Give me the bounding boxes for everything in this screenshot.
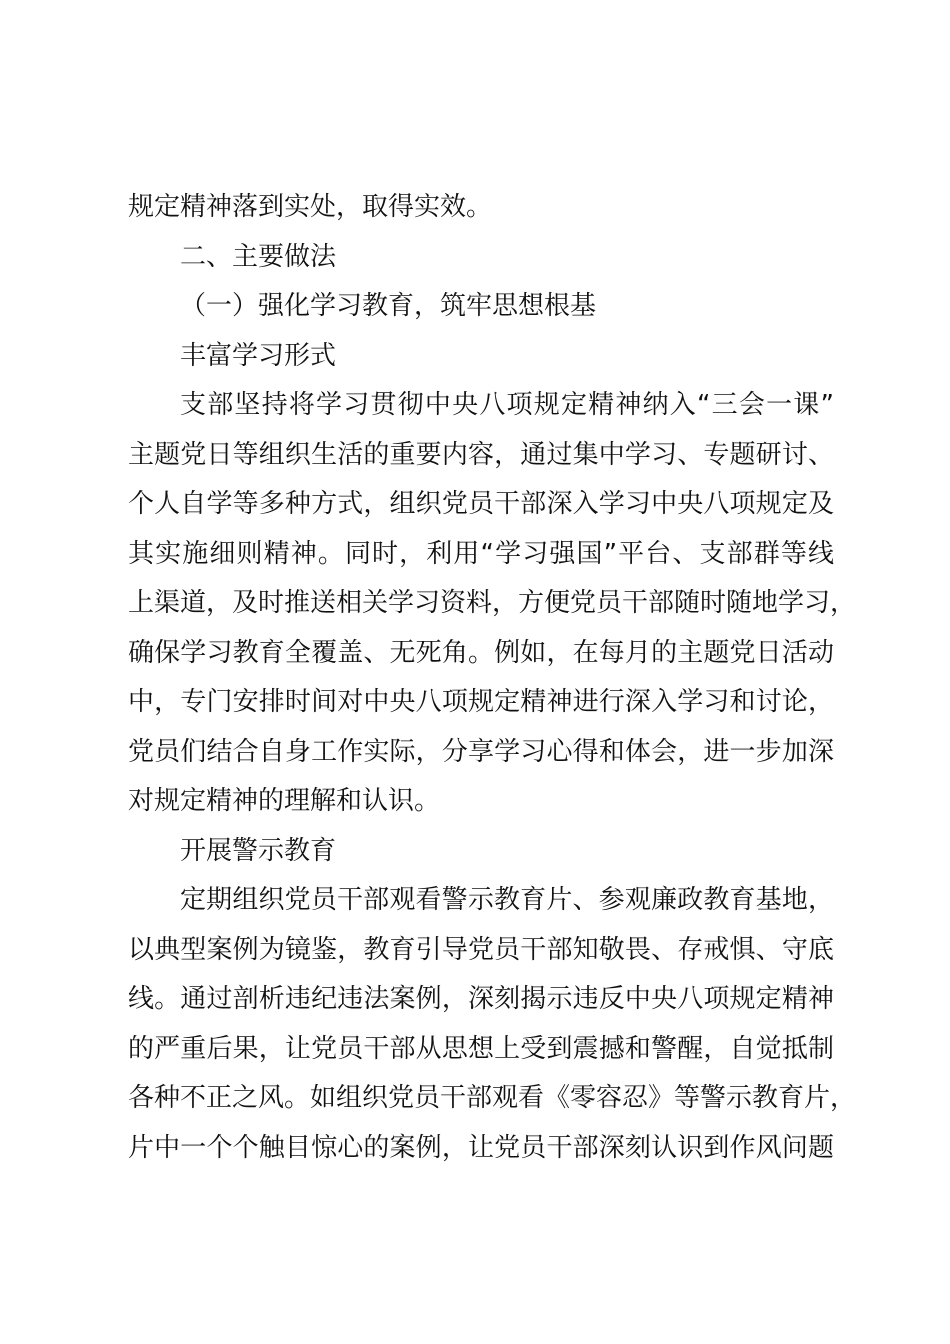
text-line: 片中一个个触目惊心的案例，让党员干部深刻认识到作风问题 (128, 1132, 834, 1163)
text-line: 对规定精神的理解和认识。 (128, 786, 441, 816)
text-line: 的严重后果，让党员干部从思想上受到震撼和警醒，自觉抵制 (128, 1033, 834, 1064)
text-line: 规定精神落到实处，取得实效。 (128, 192, 493, 222)
section-heading: 二、主要做法 (180, 241, 337, 272)
text-line: 中，专门安排时间对中央八项规定精神进行深入学习和讨论， (128, 687, 834, 717)
text-line: 各种不正之风。如组织党员干部观看《零容忍》等警示教育片， (128, 1083, 857, 1113)
text-line: 上渠道，及时推送相关学习资料，方便党员干部随时随地学习， (128, 588, 857, 618)
text-line: 主题党日等组织生活的重要内容，通过集中学习、专题研讨、 (128, 439, 834, 470)
topic-heading: 开展警示教育 (180, 835, 337, 866)
text-line: 个人自学等多种方式，组织党员干部深入学习中央八项规定及 (128, 489, 834, 519)
text-line: 其实施细则精神。同时，利用“学习强国”平台、支部群等线 (128, 538, 834, 569)
text-line: 支部坚持将学习贯彻中央八项规定精神纳入“三会一课” (180, 390, 834, 420)
text-line: 确保学习教育全覆盖、无死角。例如，在每月的主题党日活动 (128, 637, 834, 668)
subsection-heading: （一）强化学习教育，筑牢思想根基 (180, 291, 597, 321)
text-line: 党员们结合自身工作实际，分享学习心得和体会，进一步加深 (128, 736, 834, 767)
text-line: 以典型案例为镜鉴，教育引导党员干部知敬畏、存戒惧、守底 (128, 934, 834, 965)
text-line: 线。通过剖析违纪违法案例，深刻揭示违反中央八项规定精神 (128, 984, 834, 1014)
text-line: 定期组织党员干部观看警示教育片、参观廉政教育基地， (180, 885, 834, 915)
document-body (128, 183, 857, 1173)
topic-heading: 丰富学习形式 (180, 340, 337, 371)
